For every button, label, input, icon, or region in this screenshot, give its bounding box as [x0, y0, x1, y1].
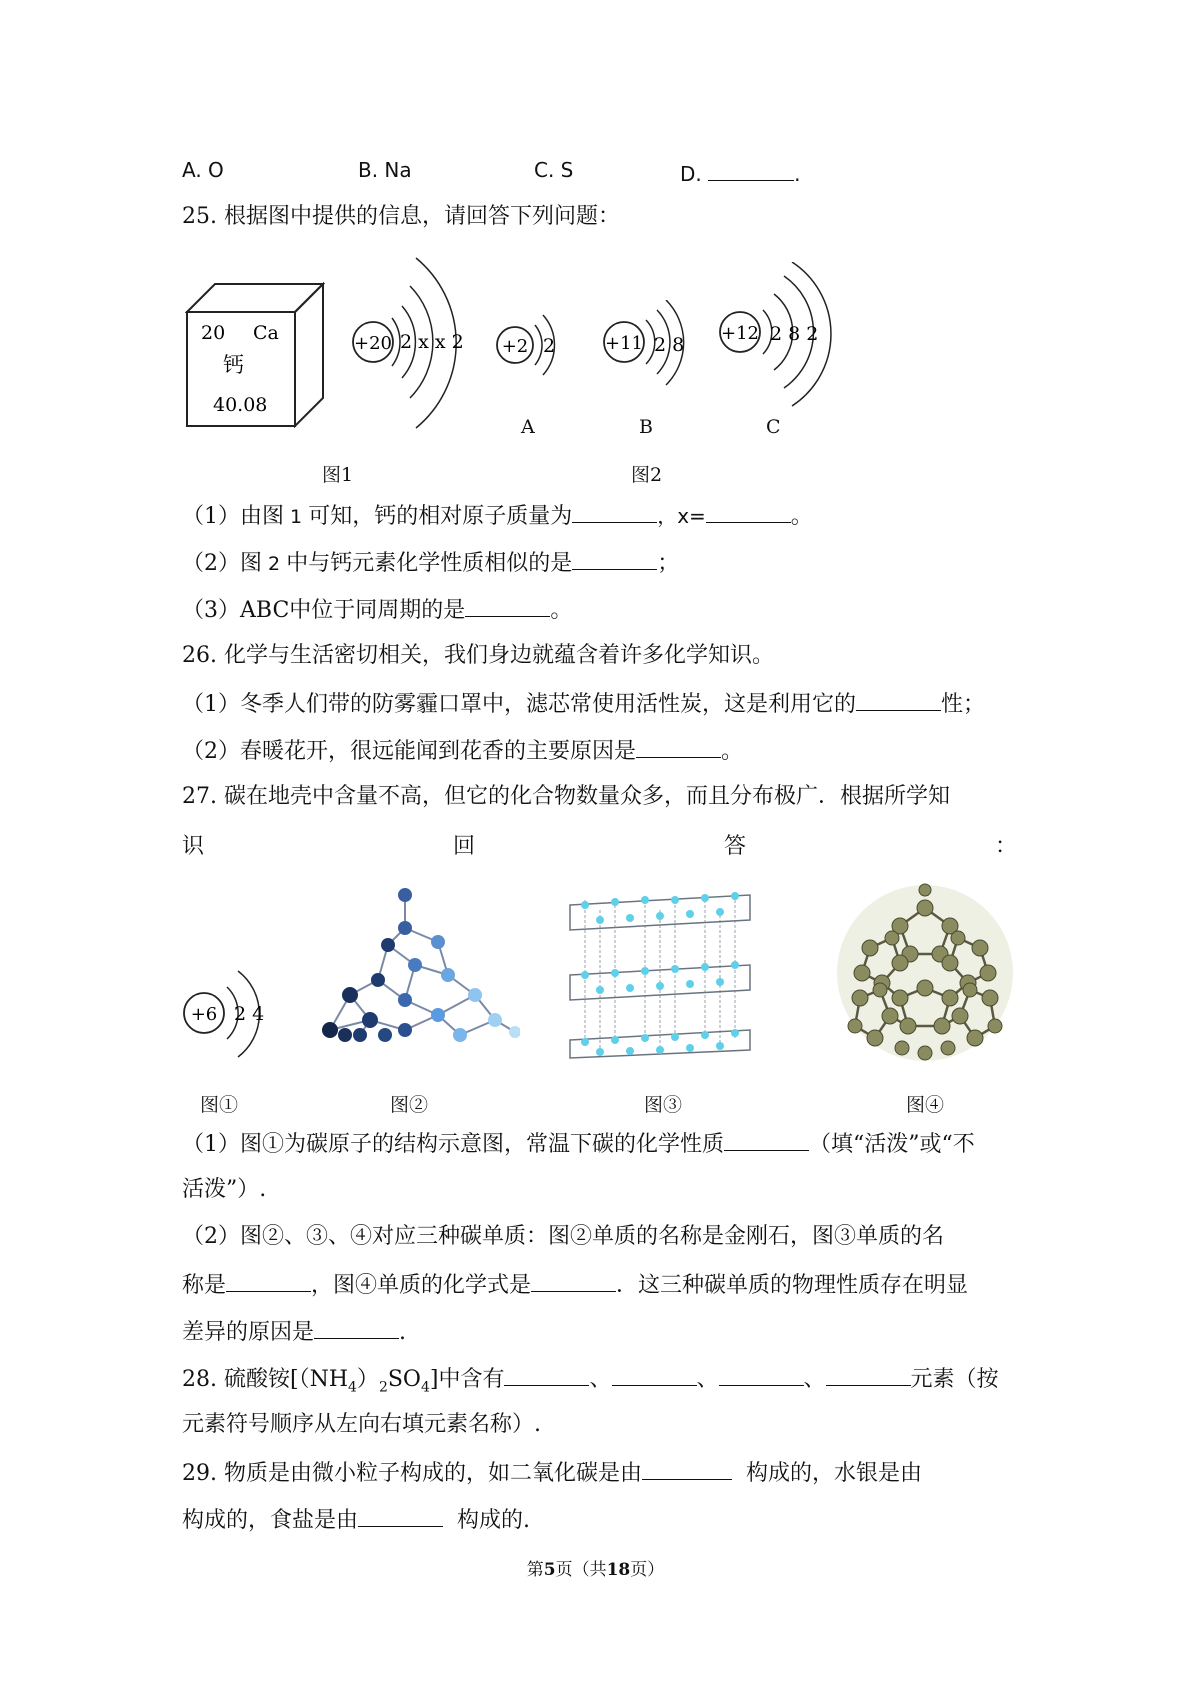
q27-part2-cont [182, 1269, 968, 1301]
q28-line1 [182, 1363, 999, 1402]
q26-title: 26. 化学与生活密切相关，我们身边就蕴含着许多化学知识。 [182, 643, 774, 668]
answer-blank [826, 1363, 911, 1386]
atom-a-nucleus: +2 [501, 336, 529, 357]
option-c: C. S [534, 158, 574, 182]
q25-p1-text-b: 可知，钙的相对原子质量为 [308, 504, 573, 529]
answer-blank [636, 735, 721, 758]
q29-line1 [182, 1457, 922, 1489]
q27-part1-cont: 活泼”）. [182, 1177, 267, 1202]
q25-p2-end: ； [657, 551, 680, 576]
ca-nucleus: +20 [354, 333, 392, 354]
q26-p2-end: 。 [721, 739, 744, 764]
q27-p2-end: . [399, 1320, 407, 1345]
q26-part1 [182, 688, 985, 720]
footer-text-b: 页（共 [555, 1560, 607, 1580]
q25-p1-end: 。 [790, 504, 813, 529]
q29-text-b: 构成的，水银是由 [745, 1461, 922, 1486]
q27-p1-text-a: （1）图①为碳原子的结构示意图，常温下碳的化学性质 [182, 1132, 724, 1157]
answer-blank [856, 688, 941, 711]
ca-shells: 2 x x 2 [400, 331, 464, 353]
q29-text-c: 构成的，食盐是由 [182, 1508, 359, 1533]
q25-p1-text-c: ，x= [657, 504, 706, 528]
q28-sub-1: 4 [348, 1379, 357, 1396]
q25-p3-end: 。 [550, 598, 573, 623]
carbon-atom-diagram [182, 965, 272, 1065]
spread-char: ： [994, 834, 1017, 859]
atom-b-label: B [639, 416, 653, 438]
carbon-nucleus: +6 [190, 1004, 218, 1025]
element-mass: 40.08 [213, 394, 268, 416]
footer-text-a: 第 [526, 1560, 544, 1580]
atom-a-label: A [521, 416, 535, 438]
atom-a-diagram [495, 310, 570, 390]
element-number: 20 [201, 322, 226, 344]
q29-line2 [182, 1504, 530, 1536]
diamond-structure-image [310, 880, 520, 1060]
q26-p2-text: （2）春暖花开，很远能闻到花香的主要原因是 [182, 739, 636, 764]
atom-b-shells: 2 8 [654, 334, 685, 356]
fig-caption-2: 图② [390, 1094, 429, 1116]
answer-blank [504, 1363, 589, 1386]
separator: 、 [589, 1367, 612, 1392]
answer-blank [358, 1504, 443, 1527]
q25-p1-text-a: （1）由图 [182, 504, 284, 529]
separator: 、 [696, 1367, 719, 1392]
graphite-structure-image [565, 880, 755, 1060]
q26-part2 [182, 735, 743, 767]
q25-part2 [182, 547, 679, 579]
answer-blank [465, 594, 550, 617]
fullerene-structure-image [830, 878, 1020, 1068]
answer-blank [531, 1269, 616, 1292]
q25-p3-text-a: （3）ABC [182, 598, 290, 623]
q25-p2-text-b: 中与钙元素化学性质相似的是 [286, 551, 573, 576]
q25-p2-fig-num: 2 [268, 553, 281, 575]
fig1-caption: 图1 [322, 464, 354, 486]
atom-c-label: C [766, 416, 781, 438]
q27-part2: （2）图②、③、④对应三种碳单质：图②单质的名称是金刚石，图③单质的名 [182, 1224, 944, 1249]
q27-p2-text-d: ．这三种碳单质的物理性质存在明显 [616, 1273, 969, 1298]
q27-p1-text-b: （填“活泼”或“不 [809, 1132, 975, 1157]
atom-b-diagram [602, 300, 697, 390]
element-cube-figure [185, 280, 325, 430]
answer-blank [706, 500, 791, 523]
q28-text-e: 元素（按 [910, 1367, 999, 1392]
q26-p1-end: 性； [941, 692, 986, 717]
q25-part3 [182, 594, 572, 626]
answer-blank [572, 500, 657, 523]
fig-caption-4: 图④ [906, 1094, 945, 1116]
spread-char: 回 [452, 834, 475, 859]
q25-p1-fig-num: 1 [290, 506, 303, 528]
q25-title: 25. 根据图中提供的信息，请回答下列问题： [182, 204, 620, 229]
answer-blank [719, 1363, 804, 1386]
q28-sub-3: 4 [420, 1379, 430, 1396]
option-d-label: D. [680, 162, 702, 186]
q27-part1 [182, 1128, 975, 1160]
carbon-shells: 2 4 [234, 1003, 265, 1025]
answer-blank [572, 547, 657, 570]
q28-text-a: 28. 硫酸铵[（NH [182, 1367, 348, 1392]
option-d-blank [708, 158, 794, 181]
atom-a-shells: 2 [543, 335, 556, 357]
option-a: A. O [182, 158, 224, 182]
q27-part2-end [182, 1316, 406, 1348]
spread-char: 答 [723, 834, 746, 859]
atom-c-diagram [718, 262, 838, 412]
q29-text-d: 构成的. [457, 1508, 531, 1533]
calcium-atom-diagram [350, 250, 480, 445]
option-b: B. Na [358, 158, 412, 182]
answer-blank [724, 1128, 809, 1151]
q28-text-b: ） [356, 1367, 379, 1392]
atom-b-nucleus: +11 [605, 333, 643, 354]
answer-blank [642, 1457, 732, 1480]
q28-sub-2: 2 [378, 1379, 388, 1396]
answer-blank [314, 1316, 399, 1339]
atom-c-nucleus: +12 [721, 323, 759, 344]
q28-text-d: ]中含有 [429, 1367, 505, 1392]
answer-blank [612, 1363, 697, 1386]
q25-p3-text-b: 中位于同周期的是 [289, 598, 466, 623]
q27-p2-text-e: 差异的原因是 [182, 1320, 315, 1345]
q29-text-a: 29. 物质是由微小粒子构成的，如二氧化碳是由 [182, 1461, 642, 1486]
q28-line2: 元素符号顺序从左向右填元素名称）. [182, 1412, 541, 1437]
q25-part1 [182, 500, 813, 532]
q27-title: 27. 碳在地壳中含量不高，但它的化合物数量众多，而且分布极广．根据所学知 [182, 784, 950, 809]
spread-char: 识 [182, 834, 205, 859]
q27-p2-text-b: 称是 [182, 1273, 227, 1298]
fig2-caption: 图2 [631, 464, 663, 486]
q25-p2-text-a: （2）图 [182, 551, 262, 576]
atom-c-shells: 2 8 2 [770, 323, 819, 345]
fig-caption-3: 图③ [644, 1094, 683, 1116]
page-number: 5 [543, 1560, 556, 1580]
total-pages: 18 [606, 1560, 631, 1580]
q27-p2-text-c: ，图④单质的化学式是 [311, 1273, 532, 1298]
element-symbol: Ca [253, 322, 279, 344]
element-name: 钙 [223, 353, 244, 377]
q27-spread-line [182, 829, 1017, 860]
separator: 、 [803, 1367, 826, 1392]
answer-blank [226, 1269, 311, 1292]
page-footer [0, 1555, 1191, 1580]
footer-text-c: 页） [630, 1560, 665, 1580]
fig-caption-1: 图① [200, 1094, 239, 1116]
q28-text-c: SO [387, 1367, 421, 1392]
q26-p1-text: （1）冬季人们带的防雾霾口罩中，滤芯常使用活性炭，这是利用它的 [182, 692, 856, 717]
option-d: D. . [680, 158, 800, 186]
